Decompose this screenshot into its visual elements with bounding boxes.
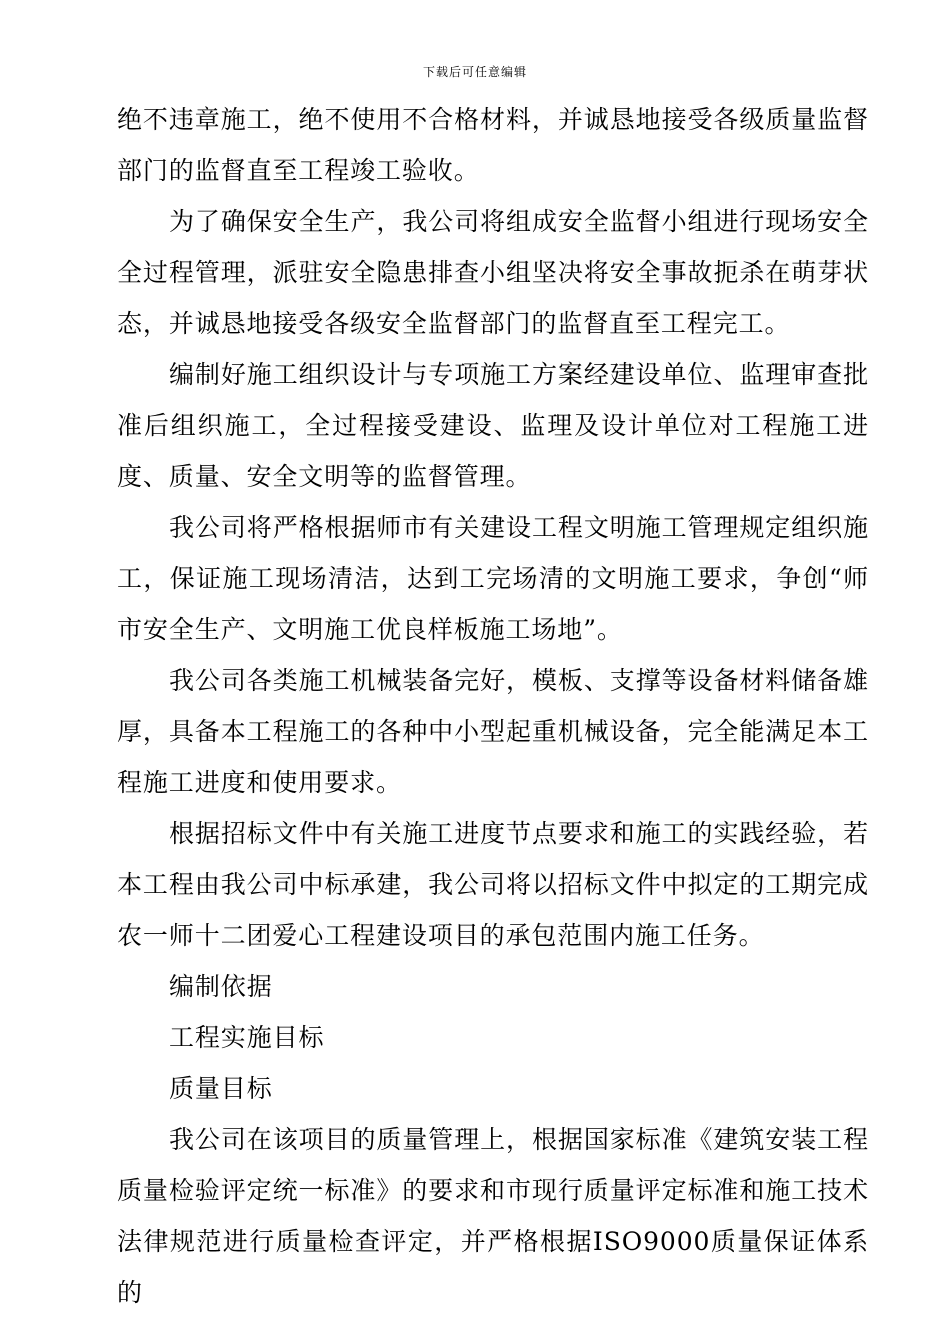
heading-implementation-goals: 工程实施目标 [169,1023,325,1052]
paragraph-machinery: 我公司各类施工机械装备完好，模板、支撑等设备材料储备雄厚，具备本工程施工的各种中小型起重机械设备，完全能满足本工程施工进度和使用要求。 [117,666,869,797]
paragraph-civilized-construction: 我公司将严格根据师市有关建设工程文明施工管理规定组织施工，保证施工现场清洁，达到工完场清的文明施工要求，争创“师市安全生产、文明施工优良样板施工场地”。 [117,513,869,644]
paragraph-quality-management: 我公司在该项目的质量管理上，根据国家标准《建筑安装工程质量检验评定统一标准》的要求和市现行质量评定标准和施工技术法律规范进行质量检查评定，并严格根据ISO9000质量保证体系的 [117,1125,869,1307]
paragraph-schedule: 根据招标文件中有关施工进度节点要求和施工的实践经验，若本工程由我公司中标承建，我公司将以招标文件中拟定的工期完成农一师十二团爱心工程建设项目的承包范围内施工任务。 [117,819,869,950]
paragraph-construction-plan: 编制好施工组织设计与专项施工方案经建设单位、监理审查批准后组织施工，全过程接受建设、监理及设计单位对工程施工进度、质量、安全文明等的监督管理。 [117,360,869,491]
page-header-note: 下载后可任意编辑 [422,65,527,79]
document-body [117,94,869,1318]
paragraph-safety-production: 为了确保安全生产，我公司将组成安全监督小组进行现场安全全过程管理，派驻安全隐患排查小组坚决将安全事故扼杀在萌芽状态，并诚恳地接受各级安全监督部门的监督直至工程完工。 [117,207,869,338]
heading-compilation-basis: 编制依据 [169,972,273,1001]
paragraph-quality-commitment: 绝不违章施工，绝不使用不合格材料，并诚恳地接受各级质量监督部门的监督直至工程竣工验收。 [117,105,869,185]
heading-quality-goals: 质量目标 [169,1074,273,1103]
